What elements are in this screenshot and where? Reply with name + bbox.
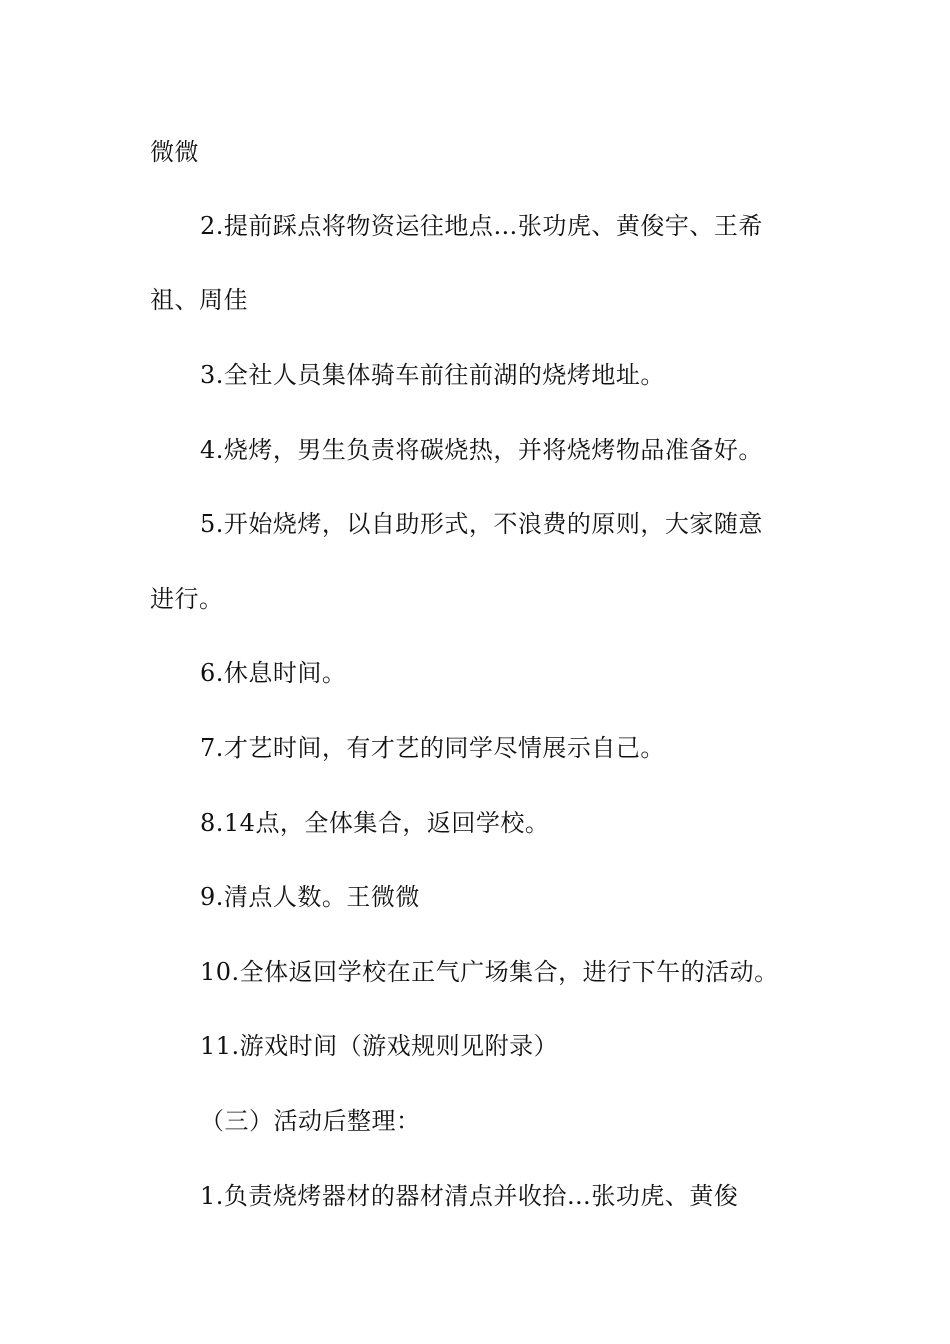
list-item-7: 7.才艺时间，有才艺的同学尽情展示自己。 (200, 734, 665, 762)
list-item-10: 10.全体返回学校在正气广场集合，进行下午的活动。 (200, 958, 779, 986)
list-item-9: 9.清点人数。王微微 (200, 883, 420, 911)
text-line-continuation: 祖、周佳 (150, 286, 248, 314)
section-heading: （三）活动后整理： (200, 1107, 421, 1135)
list-item-8: 8.14点，全体集合，返回学校。 (200, 809, 550, 837)
list-item-4: 4.烧烤，男生负责将碳烧热，并将烧烤物品准备好。 (200, 436, 763, 464)
list-item-3: 3.全社人员集体骑车前往前湖的烧烤地址。 (200, 361, 665, 389)
text-line-continuation: 微微 (150, 138, 199, 166)
list-item-6: 6.休息时间。 (200, 659, 347, 687)
list-item-1: 1.负责烧烤器材的器材清点并收拾…张功虎、黄俊 (200, 1182, 739, 1210)
list-item-2: 2.提前踩点将物资运往地点…张功虎、黄俊宇、王希 (200, 212, 763, 240)
text-line-continuation: 进行。 (150, 585, 224, 613)
list-item-11: 11.游戏时间（游戏规则见附录） (200, 1032, 559, 1060)
list-item-5: 5.开始烧烤，以自助形式，不浪费的原则，大家随意 (200, 510, 763, 538)
